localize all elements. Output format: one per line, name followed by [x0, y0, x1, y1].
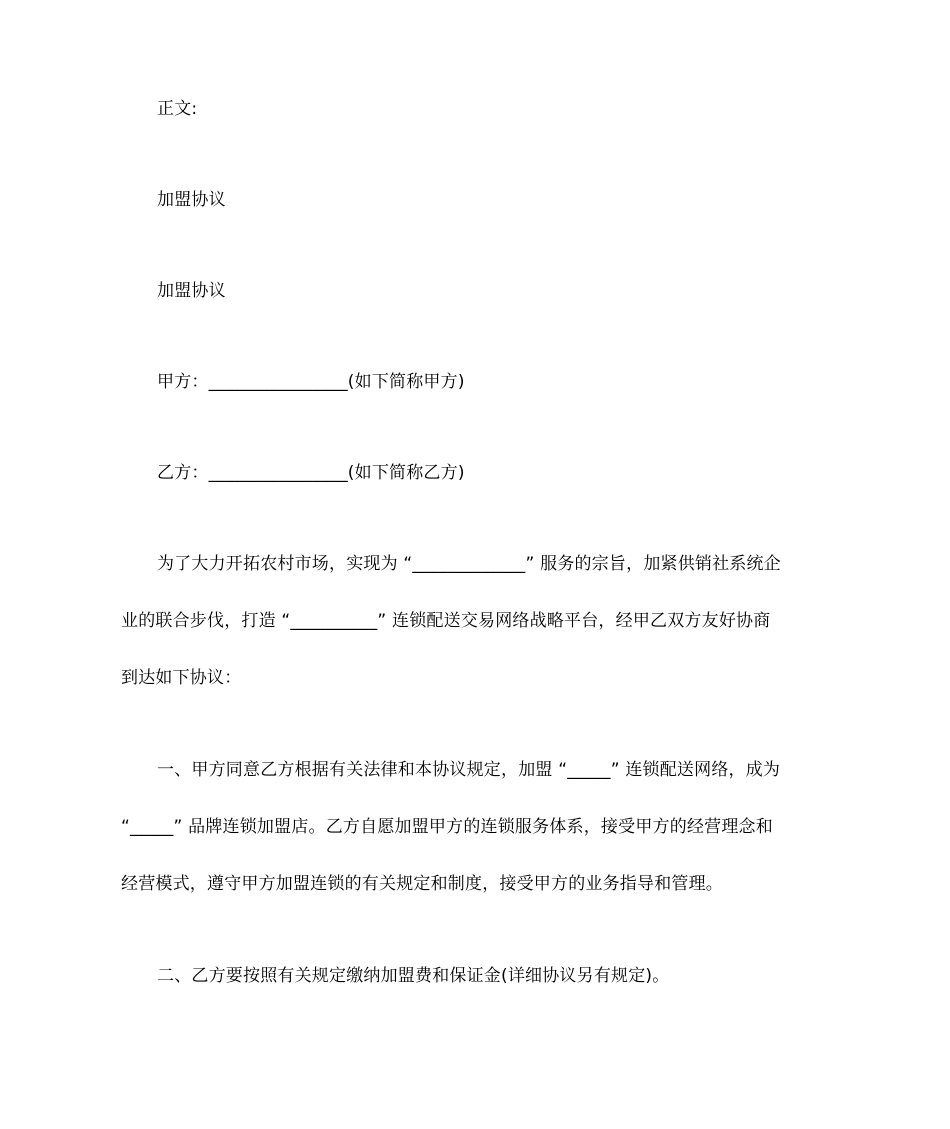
- agreement-title: 加盟协议: [157, 281, 226, 301]
- preamble-line-3: 到达如下协议：: [121, 668, 242, 688]
- clause-2-line: 二、乙方要按照有关规定缴纳加盟费和保证金(详细协议另有规定)。: [157, 966, 670, 986]
- clause-1-line-1: 一、甲方同意乙方根据有关法律和本协议规定，加盟 “_____” 连锁配送网络，成为: [157, 760, 781, 780]
- party-b-line: 乙方：________________(如下简称乙方): [157, 463, 465, 483]
- party-a-line: 甲方：________________(如下简称甲方): [157, 372, 465, 392]
- clause-1-line-3: 经营模式，遵守甲方加盟连锁的有关规定和制度，接受甲方的业务指导和管理。: [121, 874, 723, 894]
- body-heading: 正文:: [157, 99, 198, 119]
- clause-1-line-2: “_____” 品牌连锁加盟店。乙方自愿加盟甲方的连锁服务体系，接受甲方的经营理念和: [121, 817, 773, 837]
- preamble-line-1: 为了大力开拓农村市场，实现为 “_____________” 服务的宗旨，加紧供销社系统企: [157, 554, 781, 574]
- document-title: 加盟协议: [157, 190, 226, 210]
- preamble-line-2: 业的联合步伐，打造 “__________” 连锁配送交易网络战略平台，经甲乙双方友好协商: [121, 611, 771, 631]
